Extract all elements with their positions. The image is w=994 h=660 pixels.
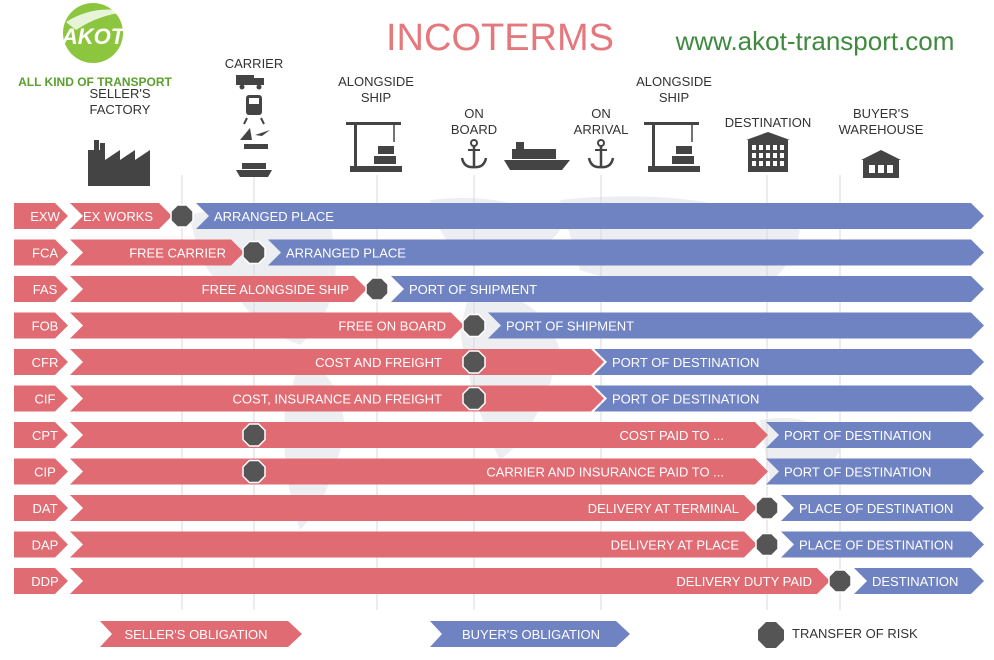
legend-seller-label: SELLER'S OBLIGATION [124, 627, 268, 642]
stage-label: BUYER'S [853, 106, 909, 121]
transfer-of-risk-octagon-icon [171, 205, 193, 227]
carrier-icons [236, 75, 272, 177]
transfer-of-risk-octagon-icon [366, 278, 388, 300]
term-code: CFR [31, 355, 59, 370]
term-code: FCA [32, 245, 58, 261]
incoterm-row-dat [14, 495, 984, 521]
stage-label: SELLER'S [89, 86, 151, 101]
anchor-icon [589, 140, 613, 167]
stage-label: ALONGSIDE [338, 74, 414, 89]
term-code: FAS [32, 282, 58, 297]
stage-label: FACTORY [89, 102, 151, 117]
stage-label: ON [591, 106, 611, 121]
seller-obligation-label: DELIVERY AT PLACE [610, 537, 739, 553]
stage-label: ALONGSIDE [636, 74, 712, 89]
term-code: CIF [34, 391, 56, 407]
stage-label: BOARD [450, 122, 498, 137]
term-code: CPT [32, 428, 58, 443]
stage-label: SHIP [658, 90, 690, 105]
seller-obligation-label: DELIVERY AT TERMINAL [587, 501, 739, 516]
transfer-of-risk-octagon-icon [243, 424, 265, 446]
seller-obligation-label: COST PAID TO ... [619, 428, 724, 443]
seller-obligation-label: FREE ALONGSIDE SHIP [201, 282, 349, 297]
term-code: EXW [30, 209, 60, 224]
legend-risk-label: TRANSFER OF RISK [792, 626, 918, 641]
transfer-of-risk-octagon-icon [463, 315, 485, 337]
buyer-obligation-label: ARRANGED PLACE [214, 209, 334, 224]
buyer-obligation-label: PLACE OF DESTINATION [799, 501, 954, 516]
term-code: FOB [31, 318, 59, 334]
incoterm-rows [14, 203, 984, 594]
legend-risk-octagon-icon [758, 622, 784, 648]
warehouse-icon [861, 150, 901, 178]
seller-obligation-label: CARRIER AND INSURANCE PAID TO ... [486, 464, 724, 480]
logo [61, 3, 128, 63]
transfer-of-risk-octagon-icon [243, 461, 265, 483]
buyer-obligation-label: ARRANGED PLACE [286, 245, 406, 261]
stage-label: ARRIVAL [573, 122, 629, 137]
incoterm-row-cpt [14, 422, 984, 448]
transfer-of-risk-octagon-icon [829, 570, 851, 592]
buyer-obligation-label: PORT OF DESTINATION [784, 464, 932, 480]
stage-label: SHIP [360, 90, 392, 105]
seller-obligation-label: FREE CARRIER [129, 245, 226, 261]
buyer-obligation-label: PORT OF SHIPMENT [506, 318, 635, 334]
buyer-obligation-label: PORT OF DESTINATION [612, 355, 760, 370]
transfer-of-risk-octagon-icon [756, 497, 778, 519]
incoterm-row-cip [14, 459, 984, 485]
stage-label: CARRIER [224, 56, 284, 71]
term-code: CIP [34, 464, 56, 480]
stage-label: DESTINATION [724, 115, 812, 130]
transfer-of-risk-octagon-icon [463, 388, 485, 410]
building-icon [746, 132, 790, 172]
transfer-of-risk-octagon-icon [756, 534, 778, 556]
stage-headers [88, 56, 924, 186]
term-code: DAT [32, 501, 58, 516]
crane-icon [644, 122, 700, 172]
transfer-of-risk-octagon-icon [463, 351, 485, 373]
buyer-obligation-label: PORT OF DESTINATION [784, 428, 932, 443]
website-link[interactable]: www.akot-transport.com [675, 26, 955, 56]
anchor-icon [462, 140, 486, 167]
crane-icon [346, 122, 402, 172]
incoterm-row-cfr [14, 349, 984, 375]
term-code: DDP [31, 574, 59, 589]
seller-obligation-label: COST, INSURANCE AND FREIGHT [232, 391, 442, 407]
legend [100, 621, 918, 648]
incoterm-row-fas [14, 276, 984, 302]
seller-obligation-label: COST AND FREIGHT [315, 355, 442, 370]
incoterm-row-fca [14, 240, 984, 266]
logo-caption: ALL KIND OF TRANSPORT [18, 75, 172, 89]
transfer-of-risk-octagon-icon [243, 242, 265, 264]
buyer-obligation-label: PORT OF SHIPMENT [409, 282, 538, 297]
page-title: INCOTERMS [386, 17, 614, 59]
incoterm-row-exw [14, 203, 984, 229]
seller-obligation-label: EX WORKS [83, 209, 154, 224]
stage-label: ON [464, 106, 484, 121]
seller-obligation-label: FREE ON BOARD [338, 318, 446, 334]
term-code: DAP [31, 537, 59, 553]
logo-text: AKOT [61, 24, 125, 49]
stage-label: WAREHOUSE [838, 122, 924, 137]
factory-icon [88, 140, 150, 186]
buyer-obligation-label: PLACE OF DESTINATION [799, 537, 954, 553]
buyer-obligation-label: PORT OF DESTINATION [612, 391, 760, 407]
ship-icon [504, 142, 570, 170]
seller-obligation-label: DELIVERY DUTY PAID [676, 574, 812, 589]
incoterm-row-dap [14, 532, 984, 558]
incoterm-row-cif [14, 386, 984, 412]
buyer-obligation-label: DESTINATION [872, 574, 959, 589]
incoterm-row-ddp [14, 568, 984, 594]
legend-buyer-label: BUYER'S OBLIGATION [461, 627, 601, 642]
